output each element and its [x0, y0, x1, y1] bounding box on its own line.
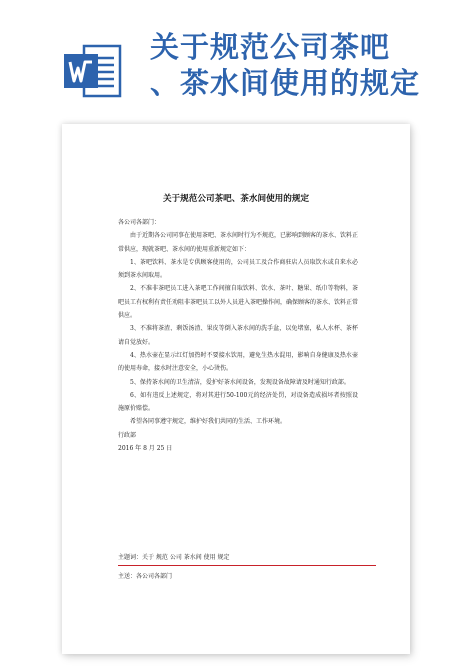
rule-item-3: 3、不准将茶渣、剩饭汤渣、果皮等倒入茶水间的洗手盆，以免堵塞，私人水杯、茶杯请自觉放好。	[118, 325, 358, 346]
document-date: 2016 年 8 月 25 日	[118, 445, 173, 453]
page-title-line-1: 关于规范公司茶吧	[150, 30, 391, 64]
page-title-line-2: 、茶水间使用的规定	[150, 66, 421, 100]
document-body	[118, 216, 358, 455]
rule-item-5: 5、保持茶水间的卫生清洁，爱护好茶水间设备，发现设备故障请及时通知行政部。	[130, 378, 350, 386]
salutation: 各公司各部门：	[118, 219, 161, 226]
document-title: 关于规范公司茶吧、茶水间使用的规定	[162, 194, 310, 204]
keywords-line: 主题词：关于 规范 公司 茶水间 使用 规定	[118, 554, 230, 561]
recipients-line: 主送：各公司各部门	[118, 573, 173, 580]
rule-item-2: 2、不准非茶吧员工进入茶吧工作间擅自取饮料、饮水、茶叶、糖果、纸巾等物料，茶吧员工有权利有责任劝阻非茶吧员工以外人员进入茶吧操作间，确保顾客的茶水、饮料正常供应。	[118, 285, 359, 320]
paragraph-intro: 由于近期各公司同事在使用茶吧、茶水间时行为不规范，已影响到顾客的茶水、饮料正常供应，现就茶吧、茶水间的使用重新规定如下：	[118, 232, 359, 253]
rule-item-4: 4、热水壶在显示红灯加热时不要接水饮用，避免生热水混用，影响自身健康及热水壶的使用寿命，接水时注意安全，小心烫伤。	[118, 351, 358, 373]
rule-item-1: 1、茶吧饮料、茶水是专供顾客使用的，公司员工及合作商驻店人员取饮水或自来水必须到茶水间取用。	[118, 258, 358, 280]
signature: 行政部	[118, 431, 137, 439]
word-document-icon	[62, 40, 124, 102]
red-divider	[118, 565, 376, 566]
document-page	[62, 124, 410, 654]
closing-remark: 希望各同事遵守规定，维护好我们共同的生活、工作环境。	[130, 418, 287, 426]
header-banner	[0, 0, 474, 125]
rule-item-6: 6、如有违反上述规定，将对其进行50-100元的经济处罚，对设备造成损坏者按照设施原价赔偿。	[118, 391, 358, 413]
